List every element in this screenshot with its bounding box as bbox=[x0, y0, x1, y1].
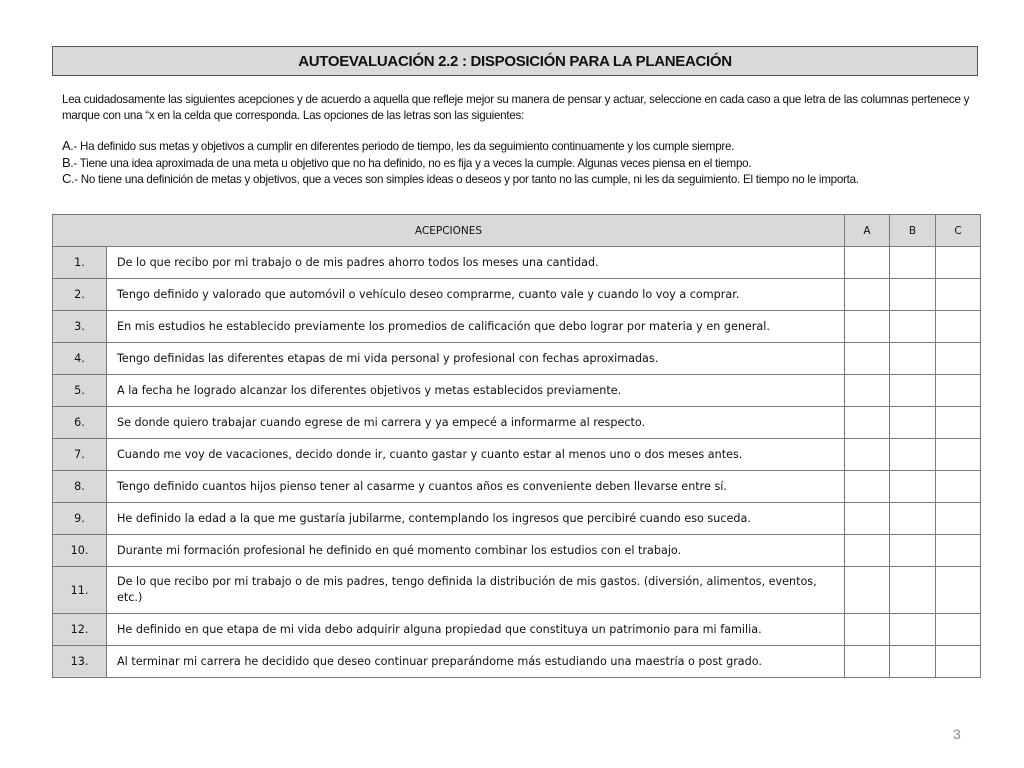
answer-cell-a[interactable] bbox=[845, 535, 890, 567]
table-row bbox=[53, 407, 981, 439]
row-number: 1. bbox=[53, 247, 107, 279]
answer-cell-a[interactable] bbox=[845, 567, 890, 614]
row-text: He definido en que etapa de mi vida debo adquirir alguna propiedad que constituya un patrimonio para mi familia. bbox=[107, 614, 845, 646]
answer-cell-b[interactable] bbox=[890, 279, 936, 311]
answer-cell-a[interactable] bbox=[845, 407, 890, 439]
instructions-intro: Lea cuidadosamente las siguientes acepciones y de acuerdo a aquella que refleje mejor su manera de pensar y actuar, seleccione en cada caso a que letra de las columnas pertenece y marque con una “x en la celda que corresponda. Las opciones de las letras son las siguientes: bbox=[62, 93, 970, 122]
table-row bbox=[53, 471, 981, 503]
table-row bbox=[53, 503, 981, 535]
answer-cell-b[interactable] bbox=[890, 567, 936, 614]
row-number: 9. bbox=[53, 503, 107, 535]
row-text: Cuando me voy de vacaciones, decido donde ir, cuanto gastar y cuanto estar al menos uno o dos meses antes. bbox=[107, 439, 845, 471]
row-number: 3. bbox=[53, 311, 107, 343]
answer-cell-c[interactable] bbox=[936, 343, 981, 375]
header-c: C bbox=[936, 215, 981, 247]
option-letter: B bbox=[62, 154, 71, 170]
answer-cell-a[interactable] bbox=[845, 614, 890, 646]
table-header-row bbox=[53, 215, 981, 247]
table-row bbox=[53, 614, 981, 646]
table-row bbox=[53, 535, 981, 567]
answer-cell-a[interactable] bbox=[845, 439, 890, 471]
answer-cell-c[interactable] bbox=[936, 407, 981, 439]
answer-cell-b[interactable] bbox=[890, 535, 936, 567]
answer-cell-b[interactable] bbox=[890, 614, 936, 646]
answer-cell-c[interactable] bbox=[936, 247, 981, 279]
option-text: .- No tiene una definición de metas y objetivos, que a veces son simples ideas o deseos y por tanto no las cumple, ni les da seguimiento. El tiempo no le importa. bbox=[71, 173, 859, 186]
row-number: 11. bbox=[53, 567, 107, 614]
answer-cell-a[interactable] bbox=[845, 247, 890, 279]
row-text: A la fecha he logrado alcanzar los diferentes objetivos y metas establecidos previamente. bbox=[107, 375, 845, 407]
row-number: 7. bbox=[53, 439, 107, 471]
table-row bbox=[53, 439, 981, 471]
row-text: Durante mi formación profesional he definido en qué momento combinar los estudios con el trabajo. bbox=[107, 535, 845, 567]
table-row bbox=[53, 279, 981, 311]
row-number: 8. bbox=[53, 471, 107, 503]
header-b: B bbox=[890, 215, 936, 247]
answer-cell-b[interactable] bbox=[890, 646, 936, 678]
answer-cell-b[interactable] bbox=[890, 375, 936, 407]
option-letter: C bbox=[62, 171, 72, 186]
row-number: 4. bbox=[53, 343, 107, 375]
answer-cell-c[interactable] bbox=[936, 567, 981, 614]
instructions bbox=[62, 92, 977, 188]
row-text: Tengo definido y valorado que automóvil o vehículo deseo comprarme, cuanto vale y cuando lo voy a comprar. bbox=[107, 279, 845, 311]
row-number: 2. bbox=[53, 279, 107, 311]
answer-cell-b[interactable] bbox=[890, 439, 936, 471]
row-text: De lo que recibo por mi trabajo o de mis padres ahorro todos los meses una cantidad. bbox=[107, 247, 845, 279]
answer-cell-a[interactable] bbox=[845, 646, 890, 678]
answer-cell-a[interactable] bbox=[845, 471, 890, 503]
answer-cell-b[interactable] bbox=[890, 471, 936, 503]
option-letter: A bbox=[62, 138, 71, 153]
answer-cell-c[interactable] bbox=[936, 375, 981, 407]
row-text: Tengo definido cuantos hijos pienso tener al casarme y cuantos años es conveniente deben llevarse entre sí. bbox=[107, 471, 845, 503]
row-text: He definido la edad a la que me gustaría jubilarme, contemplando los ingresos que percibiré cuando eso suceda. bbox=[107, 503, 845, 535]
row-text: Se donde quiero trabajar cuando egrese de mi carrera y ya empecé a informarme al respecto. bbox=[107, 407, 845, 439]
acepciones-table bbox=[52, 214, 981, 678]
answer-cell-a[interactable] bbox=[845, 311, 890, 343]
option-c bbox=[62, 171, 977, 188]
header-acepciones: ACEPCIONES bbox=[53, 215, 845, 247]
row-number: 13. bbox=[53, 646, 107, 678]
answer-cell-a[interactable] bbox=[845, 279, 890, 311]
spacer bbox=[62, 123, 977, 138]
table-body bbox=[53, 247, 981, 678]
answer-cell-a[interactable] bbox=[845, 343, 890, 375]
answer-cell-c[interactable] bbox=[936, 439, 981, 471]
table-row bbox=[53, 343, 981, 375]
answer-cell-b[interactable] bbox=[890, 343, 936, 375]
answer-cell-c[interactable] bbox=[936, 279, 981, 311]
page-number: 3 bbox=[953, 726, 961, 742]
answer-cell-c[interactable] bbox=[936, 471, 981, 503]
row-number: 5. bbox=[53, 375, 107, 407]
table-row bbox=[53, 311, 981, 343]
answer-cell-b[interactable] bbox=[890, 503, 936, 535]
answer-cell-c[interactable] bbox=[936, 503, 981, 535]
row-text: Tengo definidas las diferentes etapas de mi vida personal y profesional con fechas aproximadas. bbox=[107, 343, 845, 375]
row-number: 12. bbox=[53, 614, 107, 646]
table-row bbox=[53, 375, 981, 407]
answer-cell-a[interactable] bbox=[845, 503, 890, 535]
row-text: Al terminar mi carrera he decidido que deseo continuar preparándome más estudiando una maestría o post grado. bbox=[107, 646, 845, 678]
option-b bbox=[62, 155, 977, 172]
header-a: A bbox=[845, 215, 890, 247]
answer-cell-c[interactable] bbox=[936, 614, 981, 646]
row-number: 6. bbox=[53, 407, 107, 439]
row-number: 10. bbox=[53, 535, 107, 567]
table-row bbox=[53, 567, 981, 614]
answer-cell-c[interactable] bbox=[936, 311, 981, 343]
page-title: AUTOEVALUACIÓN 2.2 : DISPOSICIÓN PARA LA PLANEACIÓN bbox=[52, 46, 978, 76]
option-text: .- Tiene una idea aproximada de una meta u objetivo que no ha definido, no es fija y a veces la cumple. Algunas veces piensa en el tiempo. bbox=[70, 156, 752, 170]
row-text: En mis estudios he establecido previamente los promedios de calificación que debo lograr por materia y en general. bbox=[107, 311, 845, 343]
option-a bbox=[62, 138, 977, 155]
table-row bbox=[53, 247, 981, 279]
answer-cell-c[interactable] bbox=[936, 646, 981, 678]
answer-cell-c[interactable] bbox=[936, 535, 981, 567]
answer-cell-b[interactable] bbox=[890, 407, 936, 439]
table-row bbox=[53, 646, 981, 678]
row-text: De lo que recibo por mi trabajo o de mis padres, tengo definida la distribución de mis gastos. (diversión, alimentos, eventos, etc.) bbox=[107, 567, 845, 614]
answer-cell-b[interactable] bbox=[890, 247, 936, 279]
answer-cell-b[interactable] bbox=[890, 311, 936, 343]
answer-cell-a[interactable] bbox=[845, 375, 890, 407]
option-text: .- Ha definido sus metas y objetivos a cumplir en diferentes periodo de tiempo, les da seguimiento continuamente y los cumple siempre. bbox=[70, 140, 735, 153]
